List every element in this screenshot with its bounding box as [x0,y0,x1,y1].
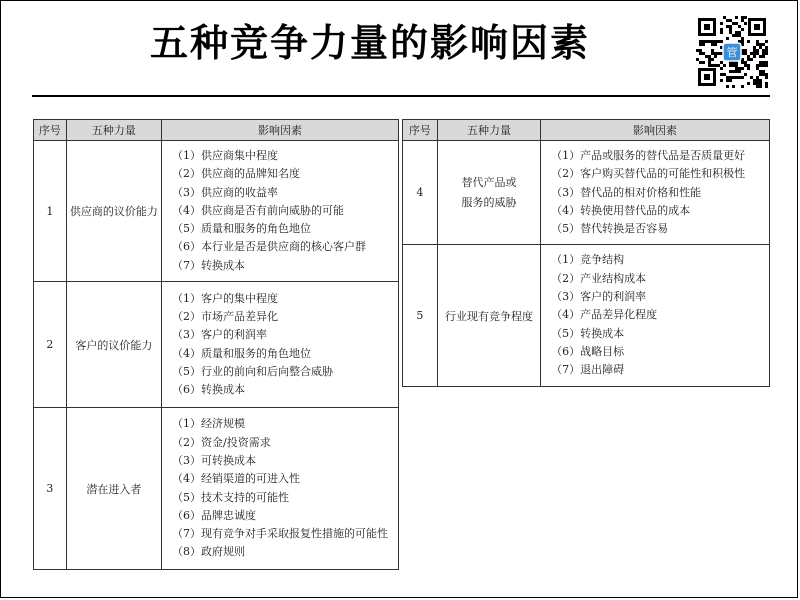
factor-item: （3）客户的利润率 [551,290,647,304]
force-line: 替代产品或 [461,175,517,189]
factor-item: （4）转换使用替代品的成本 [551,203,691,217]
left-table [33,119,399,570]
factor-item: （2）供应商的品牌知名度 [171,167,300,181]
header-row [403,120,770,141]
page-title: 五种竞争力量的影响因素 [149,21,590,65]
row-force: 潜在进入者 [66,408,161,570]
table-row [34,282,399,408]
header-factors: 影响因素 [541,120,770,141]
factor-item: （5）替代转换是否容易 [551,222,669,236]
row-factors [161,408,398,570]
row-force: 供应商的议价能力 [66,141,161,282]
factor-item: （4）质量和服务的角色地位 [171,346,311,360]
row-no: 3 [34,408,67,570]
row-force: 客户的议价能力 [66,282,161,408]
row-factors [161,141,398,282]
factor-item: （3）可转换成本 [171,453,256,467]
table-row [34,141,399,282]
factor-item: （7）转换成本 [171,258,245,272]
header-row [34,120,399,141]
factor-item: （6）战略目标 [551,344,625,358]
factor-item: （2）市场产品差异化 [171,309,278,323]
factor-item: （1）供应商集中程度 [171,149,278,162]
right-table [402,119,770,387]
factor-item: （7）退出障碍 [551,363,625,377]
row-no: 2 [34,282,67,408]
factor-item: （1）客户的集中程度 [171,291,278,305]
factor-item: （2）产业结构成本 [551,271,647,285]
header-no: 序号 [34,120,67,141]
header-force: 五种力量 [66,120,161,141]
title-rule [32,95,770,97]
row-no: 5 [403,245,438,386]
factor-item: （4）产品差异化程度 [551,308,658,322]
factor-item: （4）经销渠道的可进入性 [171,472,300,486]
row-no: 4 [403,141,438,245]
qr-code [696,16,768,88]
table-row [403,245,770,386]
factor-item: （7）现有竞争对手采取报复性措施的可能性 [171,527,388,541]
factor-item: （5）技术支持的可能性 [171,490,289,504]
qr-badge-text: 管 [726,46,738,59]
factor-item: （6）品牌忠诚度 [171,508,256,522]
factor-item: （2）客户购买替代品的可能性和积极性 [551,167,746,181]
factor-item: （8）政府规则 [171,545,245,559]
factor-item: （2）资金/投资需求 [171,435,271,449]
row-factors [541,245,770,386]
factor-item: （5）转换成本 [551,326,625,340]
row-factors [541,141,770,245]
factor-item: （4）供应商是否有前向威胁的可能 [171,203,344,217]
row-factors [161,282,398,408]
table-row [34,408,399,570]
row-force: 行业现有竞争程度 [437,245,540,386]
header-no: 序号 [403,120,438,141]
row-force [437,141,540,245]
row-no: 1 [34,141,67,282]
factor-item: （5）行业的前向和后向整合威胁 [171,364,333,378]
factor-item: （3）客户的利润率 [171,328,267,342]
header-factors: 影响因素 [161,120,398,141]
header-force: 五种力量 [437,120,540,141]
factor-item: （5）质量和服务的角色地位 [171,222,311,236]
force-line: 服务的威胁 [461,195,517,209]
factor-item: （6）本行业是否是供应商的核心客户群 [171,240,366,254]
factor-item: （1）经济规模 [171,417,245,431]
factor-item: （6）转换成本 [171,383,245,397]
table-row [403,141,770,245]
factor-item: （1）产品或服务的替代品是否质量更好 [551,149,746,162]
factor-item: （1）竞争结构 [551,253,625,267]
factor-item: （3）替代品的相对价格和性能 [551,185,702,199]
factor-item: （3）供应商的收益率 [171,185,278,199]
